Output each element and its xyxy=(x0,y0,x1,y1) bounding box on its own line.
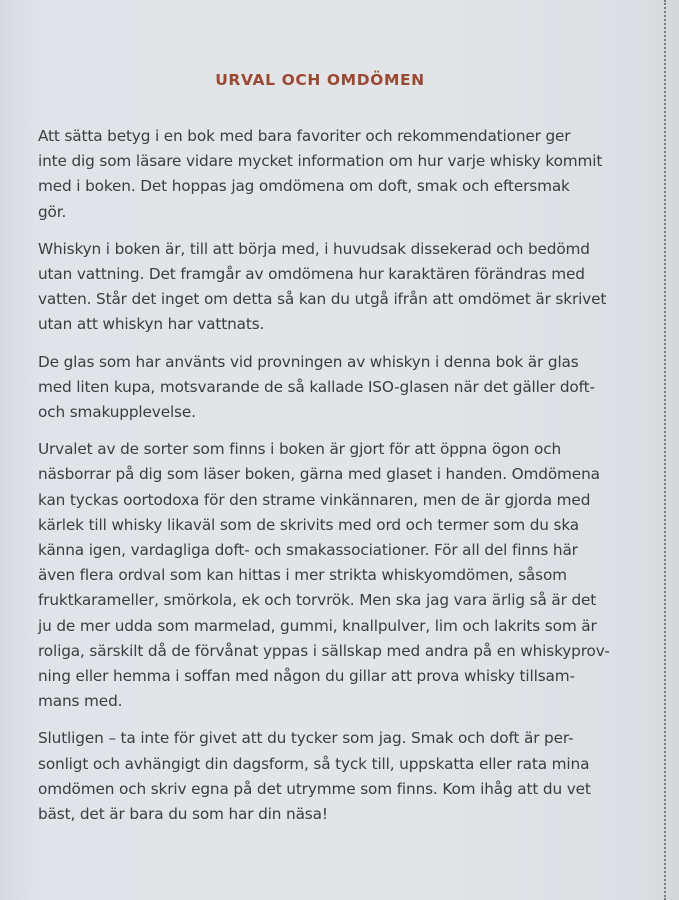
text-line: sonligt och avhängigt din dagsform, så tyck till, uppskatta eller rata mina xyxy=(38,754,590,773)
text-line: utan att whiskyn har vattnats. xyxy=(38,315,265,334)
text-line: roliga, särskilt då de förvånat yppas i sällskap med andra på en whiskyprov- xyxy=(38,641,610,660)
text-line: känna igen, vardagliga doft- och smakassociationer. För all del finns här xyxy=(38,541,578,560)
paragraph xyxy=(38,124,618,225)
text-line: Urvalet av de sorter som finns i boken är gjort för att öppna ögon och xyxy=(38,440,562,459)
text-line: och smakupplevelse. xyxy=(38,403,196,422)
text-line: med liten kupa, motsvarande de så kallade ISO-glasen när det gäller doft- xyxy=(38,377,595,396)
text-line: näsborrar på dig som läser boken, gärna med glaset i handen. Omdömena xyxy=(38,465,600,484)
text-line: ning eller hemma i soffan med någon du gillar att prova whisky tillsam- xyxy=(38,667,575,686)
text-line: vatten. Står det inget om detta så kan du utgå ifrån att omdömet är skrivet xyxy=(38,290,607,309)
text-line: De glas som har använts vid provningen av whiskyn i denna bok är glas xyxy=(38,352,579,371)
text-line: omdömen och skriv egna på det utrymme som finns. Kom ihåg att du vet xyxy=(38,779,591,798)
text-line: bäst, det är bara du som har din näsa! xyxy=(38,805,328,824)
body-text xyxy=(38,124,618,839)
text-line: Att sätta betyg i en bok med bara favoriter och rekommendationer ger xyxy=(38,127,571,145)
text-line: kärlek till whisky likaväl som de skrivits med ord och termer som du ska xyxy=(38,515,580,534)
text-line: Slutligen – ta inte för givet att du tycker som jag. Smak och doft är per- xyxy=(38,729,574,748)
paragraph xyxy=(38,350,618,426)
text-line: fruktkarameller, smörkola, ek och torvrök. Men ska jag vara ärlig så är det xyxy=(38,591,597,610)
text-line: även flera ordval som kan hittas i mer strikta whiskyomdömen, såsom xyxy=(38,566,567,585)
text-line: Whiskyn i boken är, till att börja med, i huvudsak dissekerad och bedömd xyxy=(38,239,590,258)
section-heading: URVAL OCH OMDÖMEN xyxy=(215,71,425,89)
text-line: utan vattning. Det framgår av omdömena hur karaktären förändras med xyxy=(38,265,585,284)
text-line: mans med. xyxy=(38,692,123,711)
text-line: gör. xyxy=(38,202,67,221)
paragraph xyxy=(38,726,618,827)
text-line: inte dig som läsare vidare mycket information om hur varje whisky kommit xyxy=(38,152,603,171)
text-line: med i boken. Det hoppas jag omdömena om doft, smak och eftersmak xyxy=(38,177,570,196)
paragraph xyxy=(38,437,618,714)
text-line: ju de mer udda som marmelad, gummi, knallpulver, lim och lakrits som är xyxy=(38,616,597,635)
perforation-line xyxy=(664,0,666,900)
paragraph xyxy=(38,237,618,338)
text-line: kan tyckas oortodoxa för den strame vinkännaren, men de är gjorda med xyxy=(38,490,591,509)
